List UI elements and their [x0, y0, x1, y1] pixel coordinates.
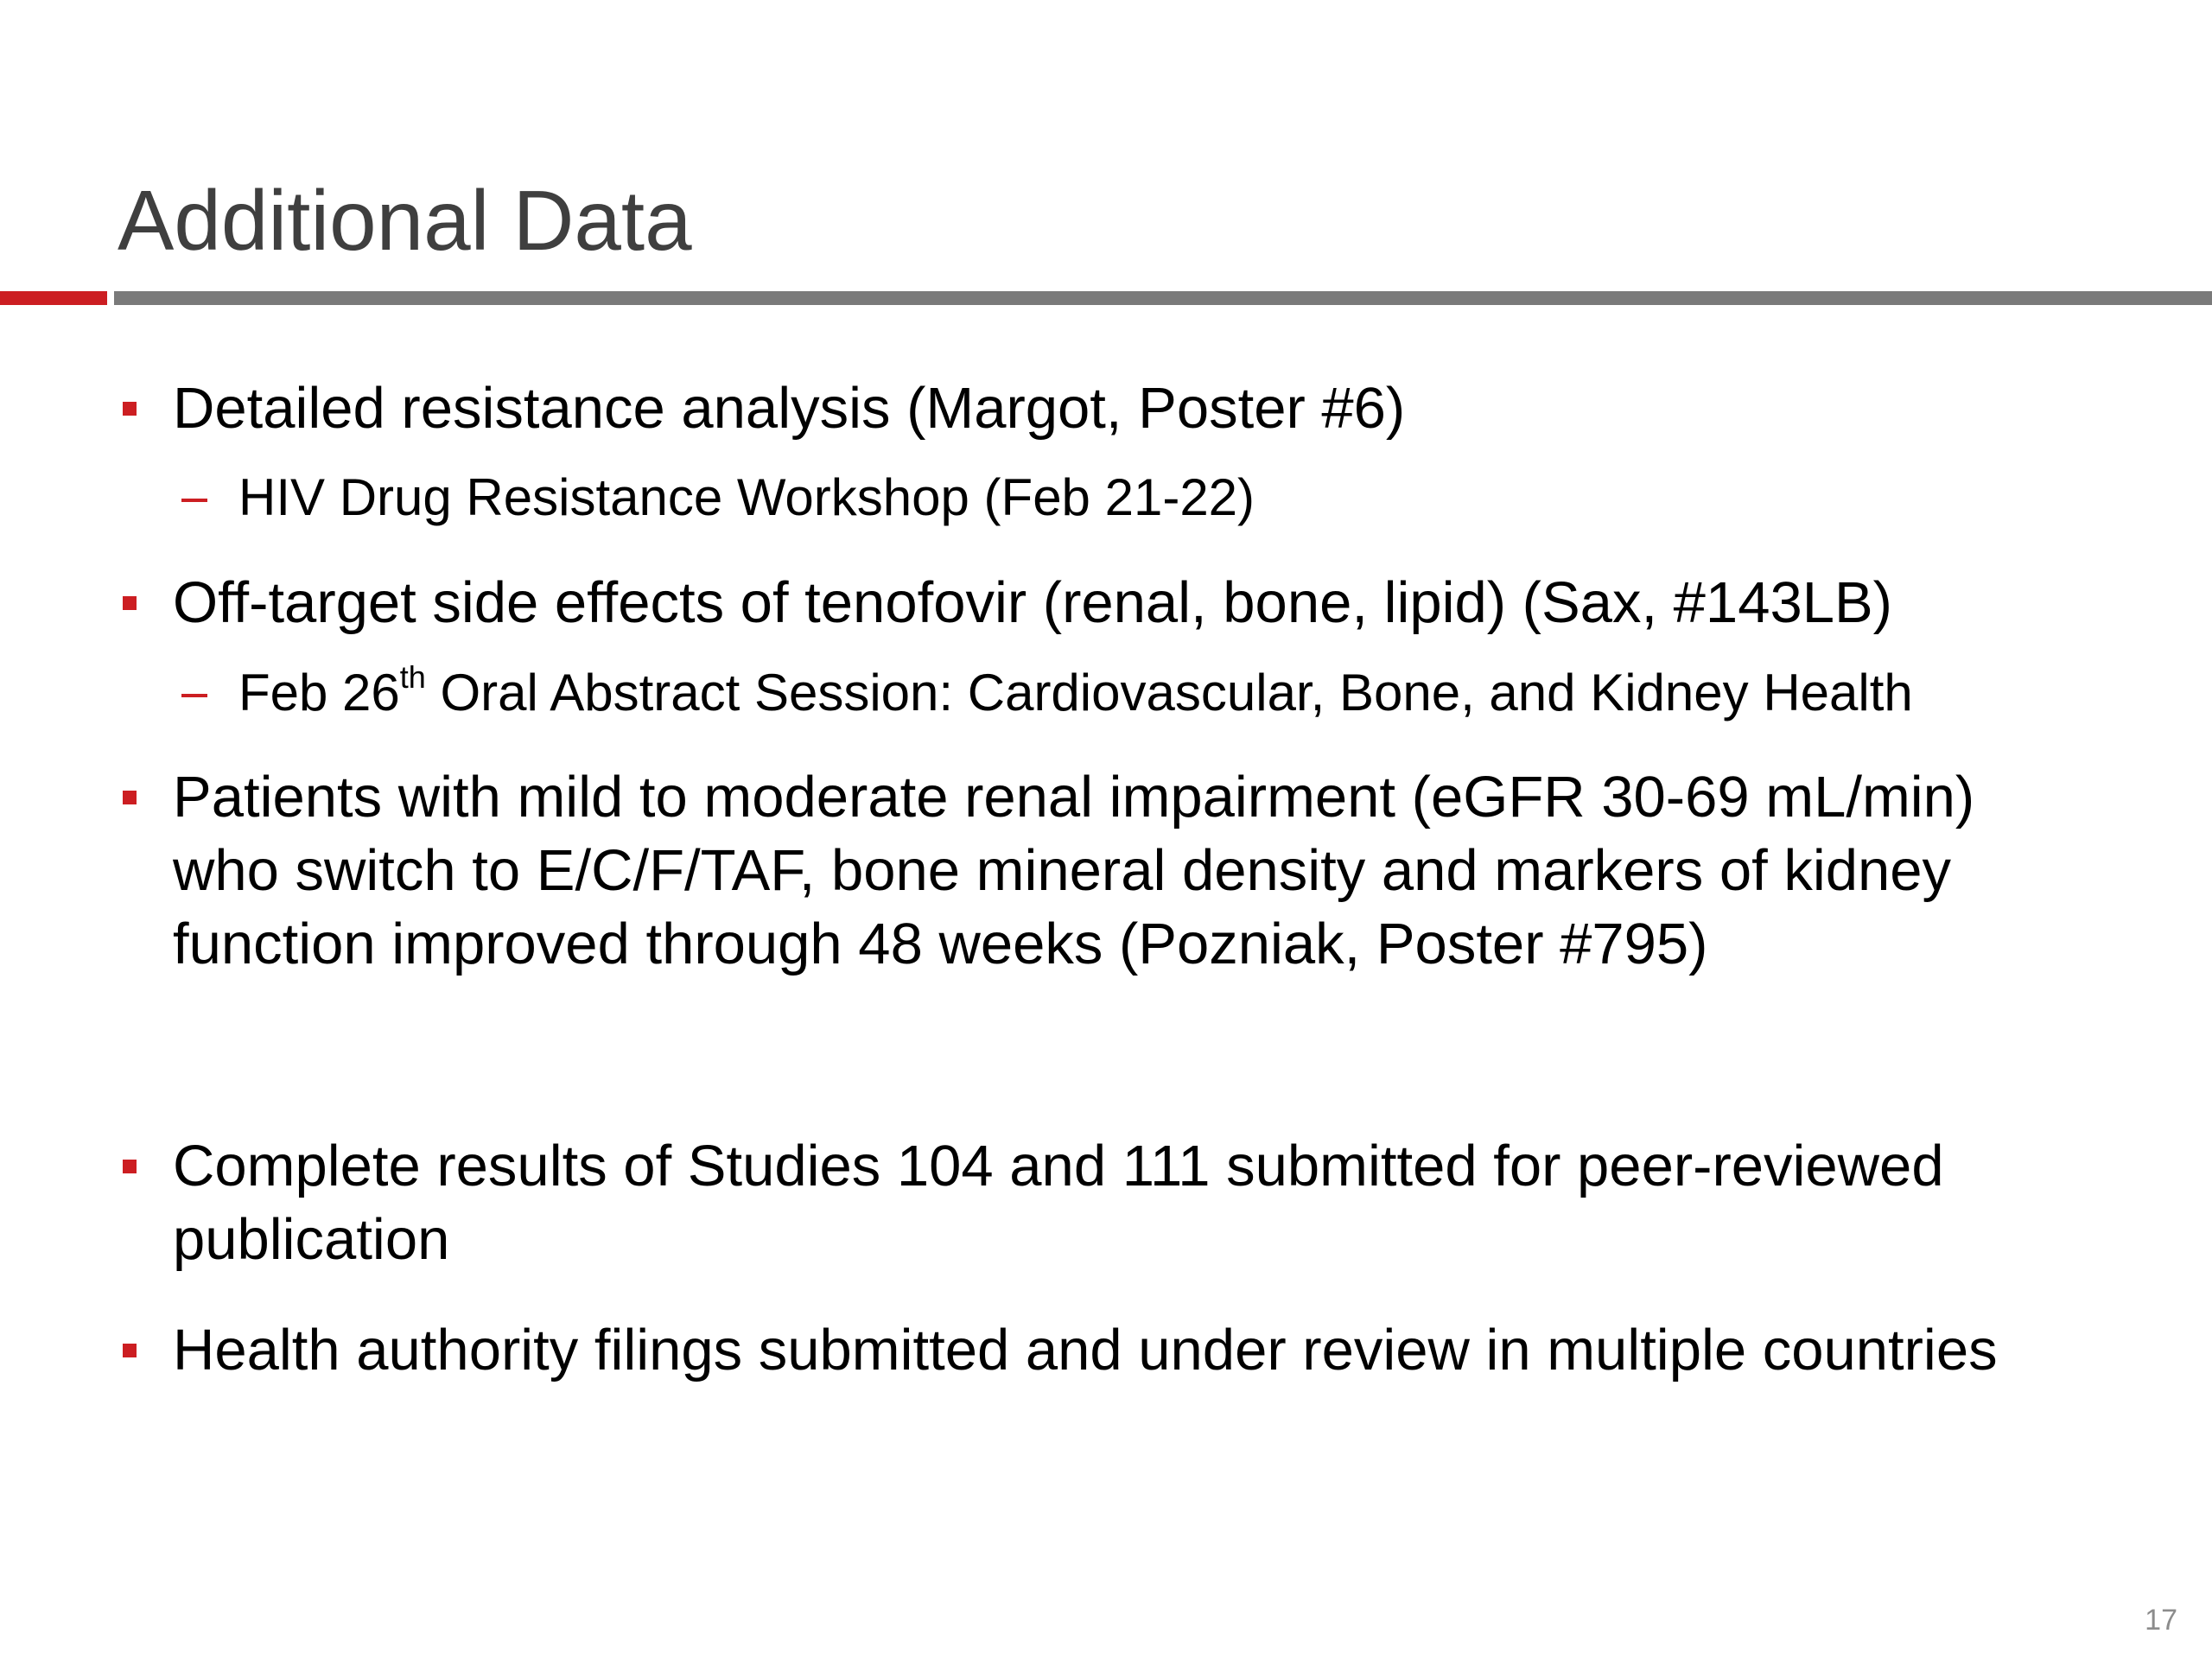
bullet-marker-icon	[123, 791, 137, 804]
sub-bullet-text	[238, 659, 2174, 724]
bullet-marker-icon	[123, 402, 137, 416]
bullet-text: Detailed resistance analysis (Margot, Poster #6)	[173, 376, 1406, 441]
slide-title: Additional Data	[118, 173, 692, 268]
sub-bullet-text: HIV Drug Resistance Workshop (Feb 21-22)	[238, 468, 1255, 526]
title-rule-accent	[0, 291, 107, 305]
title-rule	[114, 291, 2212, 305]
bullet-marker-icon	[123, 1160, 137, 1173]
sub-bullet-dash-icon	[181, 694, 207, 697]
bullet-text-line-1: Patients with mild to moderate renal impairment (eGFR 30-69 mL/min)	[173, 765, 1975, 830]
sub-bullet-text-date: Feb 26	[238, 664, 400, 721]
bullet-text: Health authority filings submitted and under review in multiple countries	[173, 1318, 1998, 1382]
bullet-marker-icon	[123, 1344, 137, 1357]
bullet-text-line-1: Complete results of Studies 104 and 111 submitted for peer-reviewed	[173, 1134, 1944, 1198]
bullet-text-line-3: function improved through 48 weeks (Pozniak, Poster #795)	[173, 912, 1708, 976]
bullet-text-line-2: publication	[173, 1207, 450, 1272]
sub-bullet-superscript: th	[399, 659, 426, 695]
bullet-text: Off-target side effects of tenofovir (renal, bone, lipid) (Sax, #143LB)	[173, 570, 1892, 635]
bullet-marker-icon	[123, 596, 137, 610]
page-number: 17	[2145, 1604, 2177, 1637]
sub-bullet-text-session: Oral Abstract Session: Cardiovascular, Bone, and Kidney Health	[425, 664, 1913, 721]
sub-bullet-dash-icon	[181, 499, 207, 502]
bullet-text-line-2: who switch to E/C/F/TAF, bone mineral density and markers of kidney	[173, 838, 1951, 903]
